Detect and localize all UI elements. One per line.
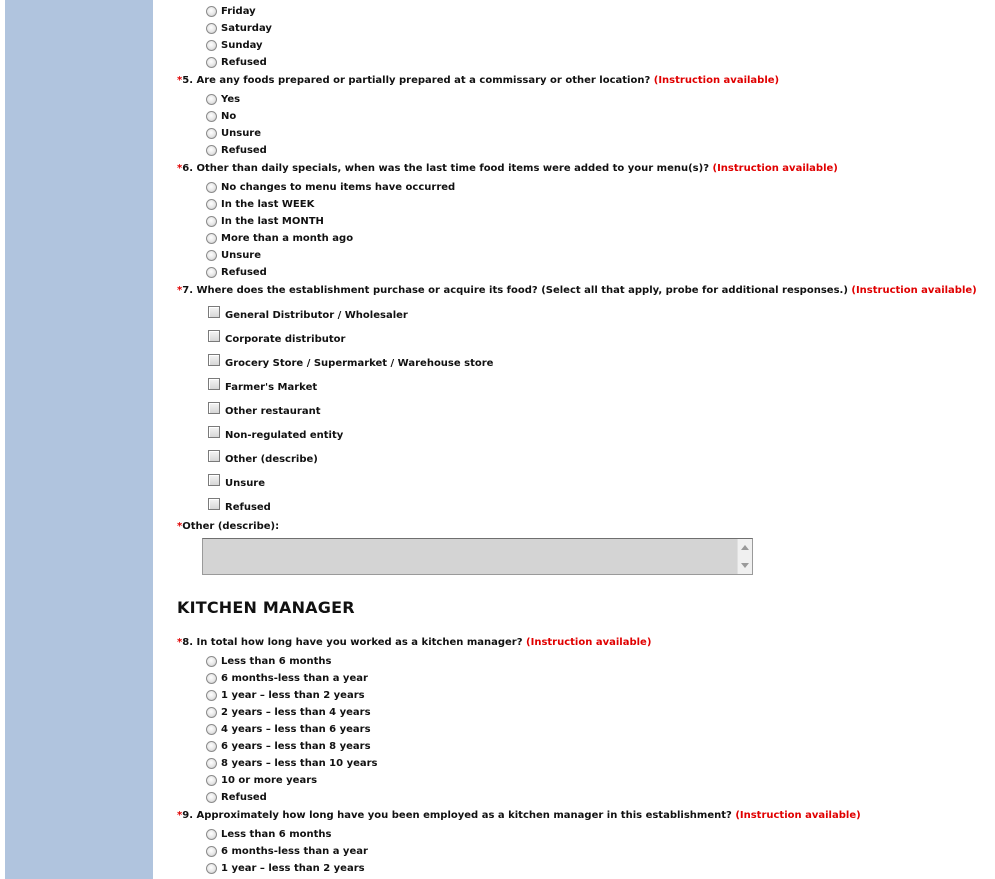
q6-instruction-link[interactable]: (Instruction available) <box>712 163 838 174</box>
radio-button[interactable] <box>206 707 217 718</box>
checkbox[interactable] <box>208 402 220 414</box>
q8-option-4[interactable]: 2 years – less than 4 years <box>206 704 371 721</box>
q9-question: *9. Approximately how long have you been employed as a kitchen manager in this establishment? (Instruction available) <box>177 810 861 821</box>
scroll-down-icon[interactable] <box>741 563 749 568</box>
q8-option-refused[interactable]: Refused <box>206 789 267 806</box>
q5-instruction-link[interactable]: (Instruction available) <box>653 75 780 86</box>
q8-option-3[interactable]: 1 year – less than 2 years <box>206 687 365 704</box>
radio-button[interactable] <box>206 6 217 17</box>
q7-option-refused[interactable]: Refused <box>208 499 271 515</box>
other-describe-label: *Other (describe): <box>177 521 280 532</box>
checkbox[interactable] <box>208 330 220 342</box>
q4-option-refused[interactable]: Refused <box>206 54 267 71</box>
radio-button[interactable] <box>206 792 217 803</box>
left-sidebar <box>5 0 153 879</box>
q8-option-5[interactable]: 4 years – less than 6 years <box>206 721 371 738</box>
q6-question: *6. Other than daily specials, when was the last time food items were added to your menu(s)? (Instruction available) <box>177 163 838 174</box>
radio-button[interactable] <box>206 182 217 193</box>
textarea-scrollbar[interactable] <box>737 539 752 574</box>
q6-option-last-month[interactable]: In the last MONTH <box>206 213 324 230</box>
radio-button[interactable] <box>206 741 217 752</box>
radio-button[interactable] <box>206 23 217 34</box>
q9-instruction-link[interactable]: (Instruction available) <box>735 810 861 821</box>
radio-button[interactable] <box>206 216 217 227</box>
q4-option-sunday[interactable]: Sunday <box>206 37 263 54</box>
q7-option-unsure[interactable]: Unsure <box>208 475 265 491</box>
q7-option-general-distributor[interactable]: General Distributor / Wholesaler <box>208 307 408 323</box>
q8-option-2[interactable]: 6 months-less than a year <box>206 670 368 687</box>
checkbox[interactable] <box>208 474 220 486</box>
section-title: KITCHEN MANAGER <box>177 598 355 617</box>
q8-instruction-link[interactable]: (Instruction available) <box>526 637 652 648</box>
q8-option-8[interactable]: 10 or more years <box>206 772 317 789</box>
q7-question: *7. Where does the establishment purchase or acquire its food? (Select all that apply, probe for additional responses.) (Instruction available) <box>177 285 977 296</box>
checkbox[interactable] <box>208 378 220 390</box>
q7-option-non-regulated[interactable]: Non-regulated entity <box>208 427 343 443</box>
q8-question: *8. In total how long have you worked as a kitchen manager? (Instruction available) <box>177 637 652 648</box>
radio-button[interactable] <box>206 57 217 68</box>
q6-option-unsure[interactable]: Unsure <box>206 247 261 264</box>
radio-button[interactable] <box>206 656 217 667</box>
radio-button[interactable] <box>206 94 217 105</box>
radio-button[interactable] <box>206 758 217 769</box>
q7-option-other-describe[interactable]: Other (describe) <box>208 451 318 467</box>
q7-option-corporate-distributor[interactable]: Corporate distributor <box>208 331 345 347</box>
checkbox[interactable] <box>208 306 220 318</box>
checkbox[interactable] <box>208 354 220 366</box>
radio-button[interactable] <box>206 267 217 278</box>
radio-button[interactable] <box>206 829 217 840</box>
checkbox[interactable] <box>208 426 220 438</box>
q7-option-grocery-store[interactable]: Grocery Store / Supermarket / Warehouse store <box>208 355 493 371</box>
q5-option-no[interactable]: No <box>206 108 236 125</box>
scroll-up-icon[interactable] <box>741 545 749 550</box>
q6-option-no-changes[interactable]: No changes to menu items have occurred <box>206 179 455 196</box>
q5-option-refused[interactable]: Refused <box>206 142 267 159</box>
radio-button[interactable] <box>206 111 217 122</box>
radio-button[interactable] <box>206 233 217 244</box>
radio-button[interactable] <box>206 40 217 51</box>
q6-option-refused[interactable]: Refused <box>206 264 267 281</box>
q6-option-last-week[interactable]: In the last WEEK <box>206 196 314 213</box>
radio-button[interactable] <box>206 775 217 786</box>
q7-instruction-link[interactable]: (Instruction available) <box>851 285 977 296</box>
radio-button[interactable] <box>206 145 217 156</box>
radio-button[interactable] <box>206 250 217 261</box>
radio-button[interactable] <box>206 846 217 857</box>
q9-option-1[interactable]: Less than 6 months <box>206 826 332 843</box>
radio-button[interactable] <box>206 199 217 210</box>
radio-button[interactable] <box>206 673 217 684</box>
q7-option-other-restaurant[interactable]: Other restaurant <box>208 403 321 419</box>
q6-option-more-than-month[interactable]: More than a month ago <box>206 230 353 247</box>
checkbox[interactable] <box>208 450 220 462</box>
other-describe-textarea[interactable] <box>202 538 753 575</box>
radio-button[interactable] <box>206 724 217 735</box>
radio-button[interactable] <box>206 128 217 139</box>
q9-option-2[interactable]: 6 months-less than a year <box>206 843 368 860</box>
q5-option-unsure[interactable]: Unsure <box>206 125 261 142</box>
radio-button[interactable] <box>206 690 217 701</box>
q4-option-friday[interactable]: Friday <box>206 3 256 20</box>
q5-question: *5. Are any foods prepared or partially prepared at a commissary or other location? (Instruction available) <box>177 75 780 86</box>
q5-option-yes[interactable]: Yes <box>206 91 240 108</box>
q4-option-saturday[interactable]: Saturday <box>206 20 272 37</box>
q9-option-3[interactable]: 1 year – less than 2 years <box>206 860 365 877</box>
q7-option-farmers-market[interactable]: Farmer's Market <box>208 379 317 395</box>
q8-option-7[interactable]: 8 years – less than 10 years <box>206 755 378 772</box>
q8-option-6[interactable]: 6 years – less than 8 years <box>206 738 371 755</box>
radio-button[interactable] <box>206 863 217 874</box>
q8-option-1[interactable]: Less than 6 months <box>206 653 332 670</box>
checkbox[interactable] <box>208 498 220 510</box>
